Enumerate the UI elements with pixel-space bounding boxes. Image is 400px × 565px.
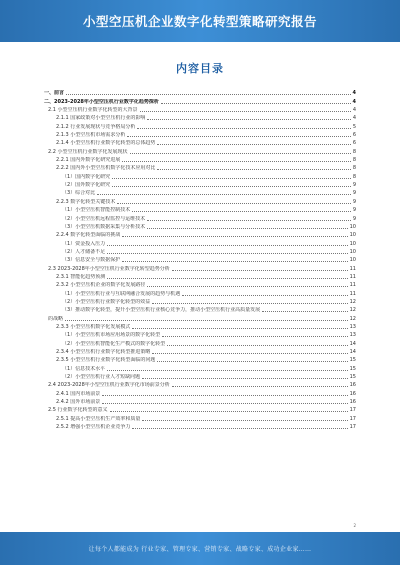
toc-leader-dots [66,93,351,95]
toc-entry[interactable] [44,155,356,163]
toc-entry-page: 4 [352,90,356,97]
toc-leader-dots [147,219,351,221]
toc-entry-page: 10 [349,240,356,247]
toc-entry-text: （2）人才储备不足 [62,248,106,255]
toc-entry-text: 2.5.2 增强小型空压机企业竞争力 [56,424,131,431]
toc-entry[interactable] [44,372,356,380]
toc-leader-dots [147,227,347,229]
toc-entry-page: 4 [352,107,356,114]
toc-leader-dots [110,410,348,412]
toc-entry-text: 2.3.2 小型空压机企业的数字化发展路径 [56,282,146,289]
toc-entry-text: （2）小型空压机行业数字化转型的效益 [62,298,151,305]
toc-entry[interactable] [44,405,356,413]
toc-entry-text: 2.4.2 国外市场前景 [56,399,101,406]
toc-entry-page: 8 [352,173,356,180]
toc-entry[interactable] [44,180,356,188]
toc-leader-dots [122,260,347,262]
toc-leader-dots [97,193,351,195]
toc-entry-page: 11 [349,273,356,280]
toc-entry[interactable] [44,297,356,305]
toc-entry[interactable] [44,363,356,371]
toc-entry[interactable] [44,96,356,104]
toc-leader-dots [147,118,350,120]
toc-leader-dots [107,277,347,279]
toc-entry-page: 4 [352,98,356,105]
report-title: 小型空压机企业数字化转型策略研究报告 [82,14,317,29]
toc-entry-text: （1）小型空压机行业与互联网融合发展的趋势与机遇 [62,290,181,297]
toc-entry-page: 15 [349,374,356,381]
toc-entry-text: （1）小型空压机市场应用场景的数字化转型 [62,332,161,339]
toc-entry-page: 14 [349,349,356,355]
toc-entry-page: 9 [352,215,356,222]
toc-entry-text: （3）综合对比 [62,190,96,197]
toc-entry[interactable] [44,288,356,296]
toc-entry-page: 13 [349,323,356,330]
toc-entry-text: 2.4 2023-2028年小型空压机行业数字化市场前景分析 [48,382,170,389]
toc-leader-dots [142,377,347,379]
toc-leader-dots [130,152,351,154]
toc-leader-dots [147,285,347,287]
toc-entry-page: 9 [352,182,356,189]
toc-entry-page: 11 [349,290,356,297]
toc-entry[interactable] [44,338,356,346]
toc-entry-page: 12 [349,298,356,305]
toc-leader-dots [102,394,347,396]
toc-entry-page: 6 [352,132,356,139]
toc-entry-text: 的战略 [48,315,64,322]
toc-entry[interactable] [44,247,356,255]
toc-entry-text: （3）小型空压机数据采集与分析技术 [62,223,146,230]
toc-entry-page: 16 [349,399,356,406]
toc-entry-text: 2.5.1 提高小型空压机生产效率和质量 [56,415,141,422]
toc-entry-text: （1）国内数字化研究 [62,173,111,180]
toc-entry[interactable] [44,272,356,280]
toc-leader-dots [102,402,347,404]
toc-entry-page: 17 [349,424,356,431]
toc-entry[interactable] [44,380,356,388]
toc-leader-dots [157,360,347,362]
toc-entry[interactable] [44,347,356,355]
toc-entry-text: 二、2023-2028年小型空压机行业数字化趋势探析 [44,98,159,105]
toc-leader-dots [162,335,347,337]
toc-entry-text: 2.3 2023-2028年小型空压机行业数字化转型趋势分析 [48,265,170,272]
toc-entry-page: 4 [352,115,356,122]
toc-entry-page: 9 [352,207,356,214]
toc-leader-dots [132,327,347,329]
toc-entry[interactable] [44,322,356,330]
toc-entry-text: 2.3.4 小型空压机行业数字化转型推进策略 [56,349,151,355]
toc-leader-dots [132,427,347,429]
toc-entry-page: 16 [349,390,356,397]
toc-entry-page: 5 [352,123,356,130]
toc-leader-dots [140,110,351,112]
toc-leader-dots [167,344,347,346]
footer-banner [0,532,400,565]
toc-entry-page: 14 [349,340,356,347]
header-banner [0,0,400,42]
toc-entry[interactable] [44,196,356,204]
toc-entry[interactable] [44,222,356,230]
toc-entry[interactable] [44,230,356,238]
toc-entry-text: 2.2 小型空压机行业数字化发展现状 [48,148,128,155]
toc-leader-dots [127,135,350,137]
toc-entry[interactable] [44,388,356,396]
toc-entry-text: 2.1.3 小型空压机市场需求分析 [56,132,126,139]
toc-entry-page: 8 [352,148,356,155]
toc-entry-page: 8 [352,157,356,164]
toc-leader-dots [107,244,347,246]
page-number: 2 [353,523,356,528]
toc-entry[interactable] [44,130,356,138]
toc-leader-dots [112,185,351,187]
toc-entry-text: 2.3.3 小型空压机数字化发展模式 [56,323,131,330]
toc-entry[interactable] [44,188,356,196]
toc-leader-dots [137,127,350,129]
toc-entry-text: （3）信息安全与数据保护 [62,257,121,264]
toc-leader-dots [117,202,350,204]
toc-entry[interactable] [44,113,356,121]
toc-leader-dots [112,177,351,179]
toc-entry[interactable] [44,413,356,421]
toc-entry-text: 2.1.2 行业发展现状与竞争格局分析 [56,123,136,130]
toc-entry-text: 2.4.1 国内市场前景 [56,390,101,397]
toc-leader-dots [182,294,347,296]
toc-entry[interactable] [44,213,356,221]
toc-entry-text: 2.2.2 国内外小型空压机数字化技术应用对比 [56,165,156,172]
toc-entry-text: （2）小型空压机智能化生产模式的数字化转型 [62,340,166,347]
toc-entry-text: （2）小型空压机远程监控与运维技术 [62,215,146,222]
toc-entry[interactable] [44,255,356,263]
toc-list [44,88,356,430]
toc-entry-text: 2.2.1 国内外数字化研究进展 [56,157,121,164]
toc-leader-dots [122,160,350,162]
toc-leader-dots [122,235,347,237]
toc-leader-dots [132,210,351,212]
toc-entry-page: 11 [349,265,356,272]
toc-entry-page: 9 [352,190,356,197]
toc-entry-page: 15 [349,365,356,372]
toc-entry-page: 12 [349,307,356,314]
toc-entry-text: 2.2.3 数字化转型关键技术 [56,198,116,205]
toc-leader-dots [107,369,347,371]
toc-entry[interactable] [44,88,356,96]
toc-leader-dots [172,269,348,271]
toc-leader-dots [262,310,347,312]
toc-entry-page: 12 [349,315,356,322]
toc-entry-text: 2.1.1 国家政策对小型空压机行业的影响 [56,115,146,122]
toc-entry-page: 8 [352,165,356,172]
toc-entry-page: 10 [349,232,356,239]
toc-leader-dots [152,352,347,354]
toc-leader-dots [107,252,347,254]
toc-entry-text: 一、前言 [44,90,65,97]
toc-entry-text: （1）信息技术水平 [62,365,106,372]
toc-entry-text: （1）资金投入压力 [62,240,106,247]
toc-leader-dots [161,102,351,104]
toc-entry-page: 16 [349,382,356,389]
toc-entry[interactable] [44,163,356,171]
toc-entry-text: 2.5 行业数字化转型的意义 [48,407,108,414]
toc-entry[interactable] [44,397,356,405]
toc-entry-text: 2.3.5 小型空压机行业数字化转型面临的问题 [56,357,156,364]
toc-entry-text: 2.3.1 智能化趋势预测 [56,273,106,280]
toc-entry[interactable] [44,422,356,430]
toc-entry[interactable] [44,313,356,321]
toc-entry-text: （3）推动数字化转型，提升小型空压机行业核心竞争力，推动小型空压机行业高质量发展 [62,307,261,314]
toc-entry-text: （2）小型空压机行业人才短缺问题 [62,374,141,381]
toc-leader-dots [157,168,350,170]
toc-entry[interactable] [44,146,356,154]
toc-leader-dots [157,143,350,145]
toc-entry-page: 6 [352,140,356,147]
toc-entry[interactable] [44,280,356,288]
toc-entry[interactable] [44,238,356,246]
toc-entry[interactable] [44,263,356,271]
toc-entry-page: 13 [349,332,356,339]
toc-entry-text: （1）小型空压机智能控制技术 [62,207,131,214]
toc-entry-page: 15 [349,357,356,364]
toc-leader-dots [65,319,348,321]
toc-entry[interactable] [44,330,356,338]
toc-entry-page: 10 [349,257,356,264]
toc-entry-page: 17 [349,407,356,414]
toc-entry[interactable] [44,121,356,129]
toc-entry[interactable] [44,205,356,213]
toc-entry[interactable] [44,105,356,113]
toc-title: 内容目录 [176,62,224,75]
toc-leader-dots [152,302,347,304]
toc-entry-page: 17 [349,415,356,422]
toc-entry-text: 2.1.4 小型空压机行业数字化转型的总体趋势 [56,140,156,147]
toc-entry-text: 2.2.4 数字化转型面临的挑战 [56,232,121,239]
toc-entry-page: 11 [349,282,356,289]
footer-slogan: 让每个人都能成为 行业专家、管理专家、营销专家、战略专家、成功企业家…… [88,546,312,553]
toc-leader-dots [172,385,348,387]
toc-entry[interactable] [44,138,356,146]
toc-entry[interactable] [44,355,356,363]
toc-entry[interactable] [44,305,356,313]
toc-entry-page: 10 [349,248,356,255]
toc-entry-text: （2）国外数字化研究 [62,182,111,189]
document-page [0,42,400,532]
toc-entry-page: 9 [352,198,356,205]
toc-entry-page: 10 [349,223,356,230]
toc-entry[interactable] [44,171,356,179]
toc-leader-dots [142,419,347,421]
toc-entry-text: 2.1 小型空压机行业数字化转型的大背景 [48,107,138,114]
